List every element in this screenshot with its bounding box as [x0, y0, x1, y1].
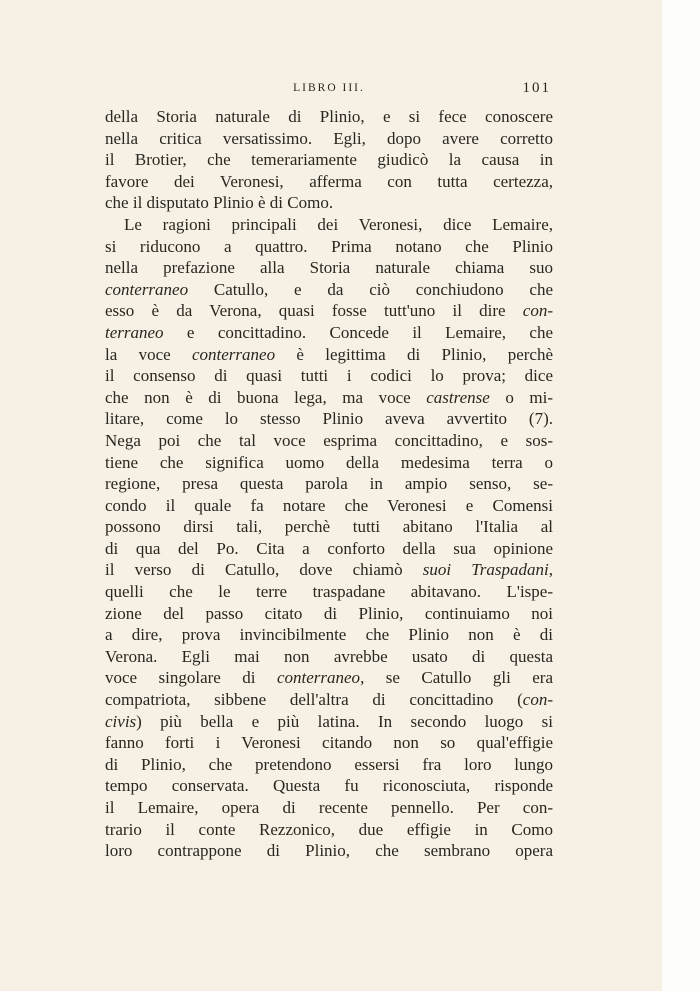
text-line: litare, come lo stesso Plinio aveva avvertito (7). — [105, 409, 553, 429]
line-text: che non è di buona lega, ma voce — [105, 387, 427, 407]
text-line — [105, 279, 553, 301]
text-line: possono dirsi tali, perchè tutti abitano l'Italia al — [105, 517, 553, 537]
text-line: nella critica versatissimo. Egli, dopo avere corretto — [105, 128, 553, 148]
line-text: il verso di Catullo, dove chiamò — [105, 560, 423, 580]
text-line: quelli che le terre traspadane abitavano. L'ispe- — [105, 582, 553, 602]
text-line: che il disputato Plinio è di Como. — [105, 193, 334, 213]
page-number: 101 — [522, 80, 551, 96]
text-line: di qua del Po. Cita a conforto della sua opinione — [105, 538, 553, 558]
text-line: fanno forti i Veronesi citando non so qual'effigie — [105, 733, 553, 753]
text-line: il Brotier, che temerariamente giudicò la causa in — [105, 150, 553, 170]
text-line — [105, 559, 553, 581]
text-line: zione del passo citato di Plinio, continuiamo noi — [105, 603, 553, 623]
italic-text: terraneo — [105, 322, 164, 342]
text-line: a dire, prova invincibilmente che Plinio non è di — [105, 625, 553, 645]
text-line — [105, 387, 553, 409]
running-head — [105, 80, 553, 102]
text-line: nella prefazione alla Storia naturale chiama suo — [105, 258, 553, 278]
italic-text: con- — [522, 690, 553, 710]
text-line: di Plinio, che pretendono essersi fra loro lungo — [105, 754, 553, 774]
text-line — [105, 300, 553, 322]
text-line: tempo conservata. Questa fu riconosciuta, risponde — [105, 776, 553, 796]
line-text: ) più bella e più latina. In secondo luogo si — [136, 711, 553, 731]
line-text: , — [548, 560, 553, 580]
text-line: Verona. Egli mai non avrebbe usato di questa — [105, 646, 553, 666]
running-title: LIBRO III. — [293, 82, 365, 94]
text-line: condo il quale fa notare che Veronesi e Comensi — [105, 495, 553, 515]
line-text: Catullo, e da ciò conchiudono che — [188, 279, 553, 299]
line-text: esso è da Verona, quasi fosse tutt'uno il dire — [105, 301, 523, 321]
italic-text: civis — [105, 711, 137, 731]
text-line — [105, 689, 553, 711]
italic-text: castrense — [426, 387, 490, 407]
line-text: voce singolare di — [105, 668, 277, 688]
text-line: il consenso di quasi tutti i codici lo prova; dice — [105, 366, 553, 386]
text-line: tiene che significa uomo della medesima terra o — [105, 452, 553, 472]
italic-text: conterraneo — [191, 344, 276, 364]
text-line — [105, 711, 553, 733]
text-line — [105, 344, 553, 366]
text-line: Nega poi che tal voce esprima concittadino, e sos- — [105, 430, 553, 450]
line-text: e concittadino. Concede il Lemaire, che — [163, 322, 553, 342]
line-text: è legittima di Plinio, perchè — [275, 344, 553, 364]
line-text: o mi- — [489, 387, 553, 407]
text-line: loro contrappone di Plinio, che sembrano opera — [105, 841, 553, 861]
text-line: trario il conte Rezzonico, due effigie in Como — [105, 819, 553, 839]
text-line: Le ragioni principali dei Veronesi, dice Lemaire, — [124, 214, 553, 234]
text-line — [105, 322, 553, 344]
text-block — [105, 80, 553, 862]
page-margin — [662, 0, 700, 991]
text-line: favore dei Veronesi, afferma con tutta certezza, — [105, 171, 553, 191]
italic-text: conterraneo — [105, 279, 189, 299]
italic-text: conterraneo — [276, 668, 361, 688]
line-text: compatriota, sibbene dell'altra di concittadino ( — [105, 690, 523, 710]
text-line — [105, 667, 553, 689]
italic-text: con- — [522, 301, 553, 321]
text-line: il Lemaire, opera di recente pennello. Per con- — [105, 798, 553, 817]
italic-text: suoi Traspadani — [422, 560, 549, 580]
line-text: la voce — [105, 344, 192, 364]
line-text: , se Catullo gli era — [360, 668, 553, 688]
body-text — [105, 106, 553, 862]
text-line: della Storia naturale di Plinio, e si fece conoscere — [105, 107, 553, 126]
text-line: regione, presa questa parola in ampio senso, se- — [105, 474, 553, 494]
text-line: si riducono a quattro. Prima notano che Plinio — [105, 236, 553, 256]
